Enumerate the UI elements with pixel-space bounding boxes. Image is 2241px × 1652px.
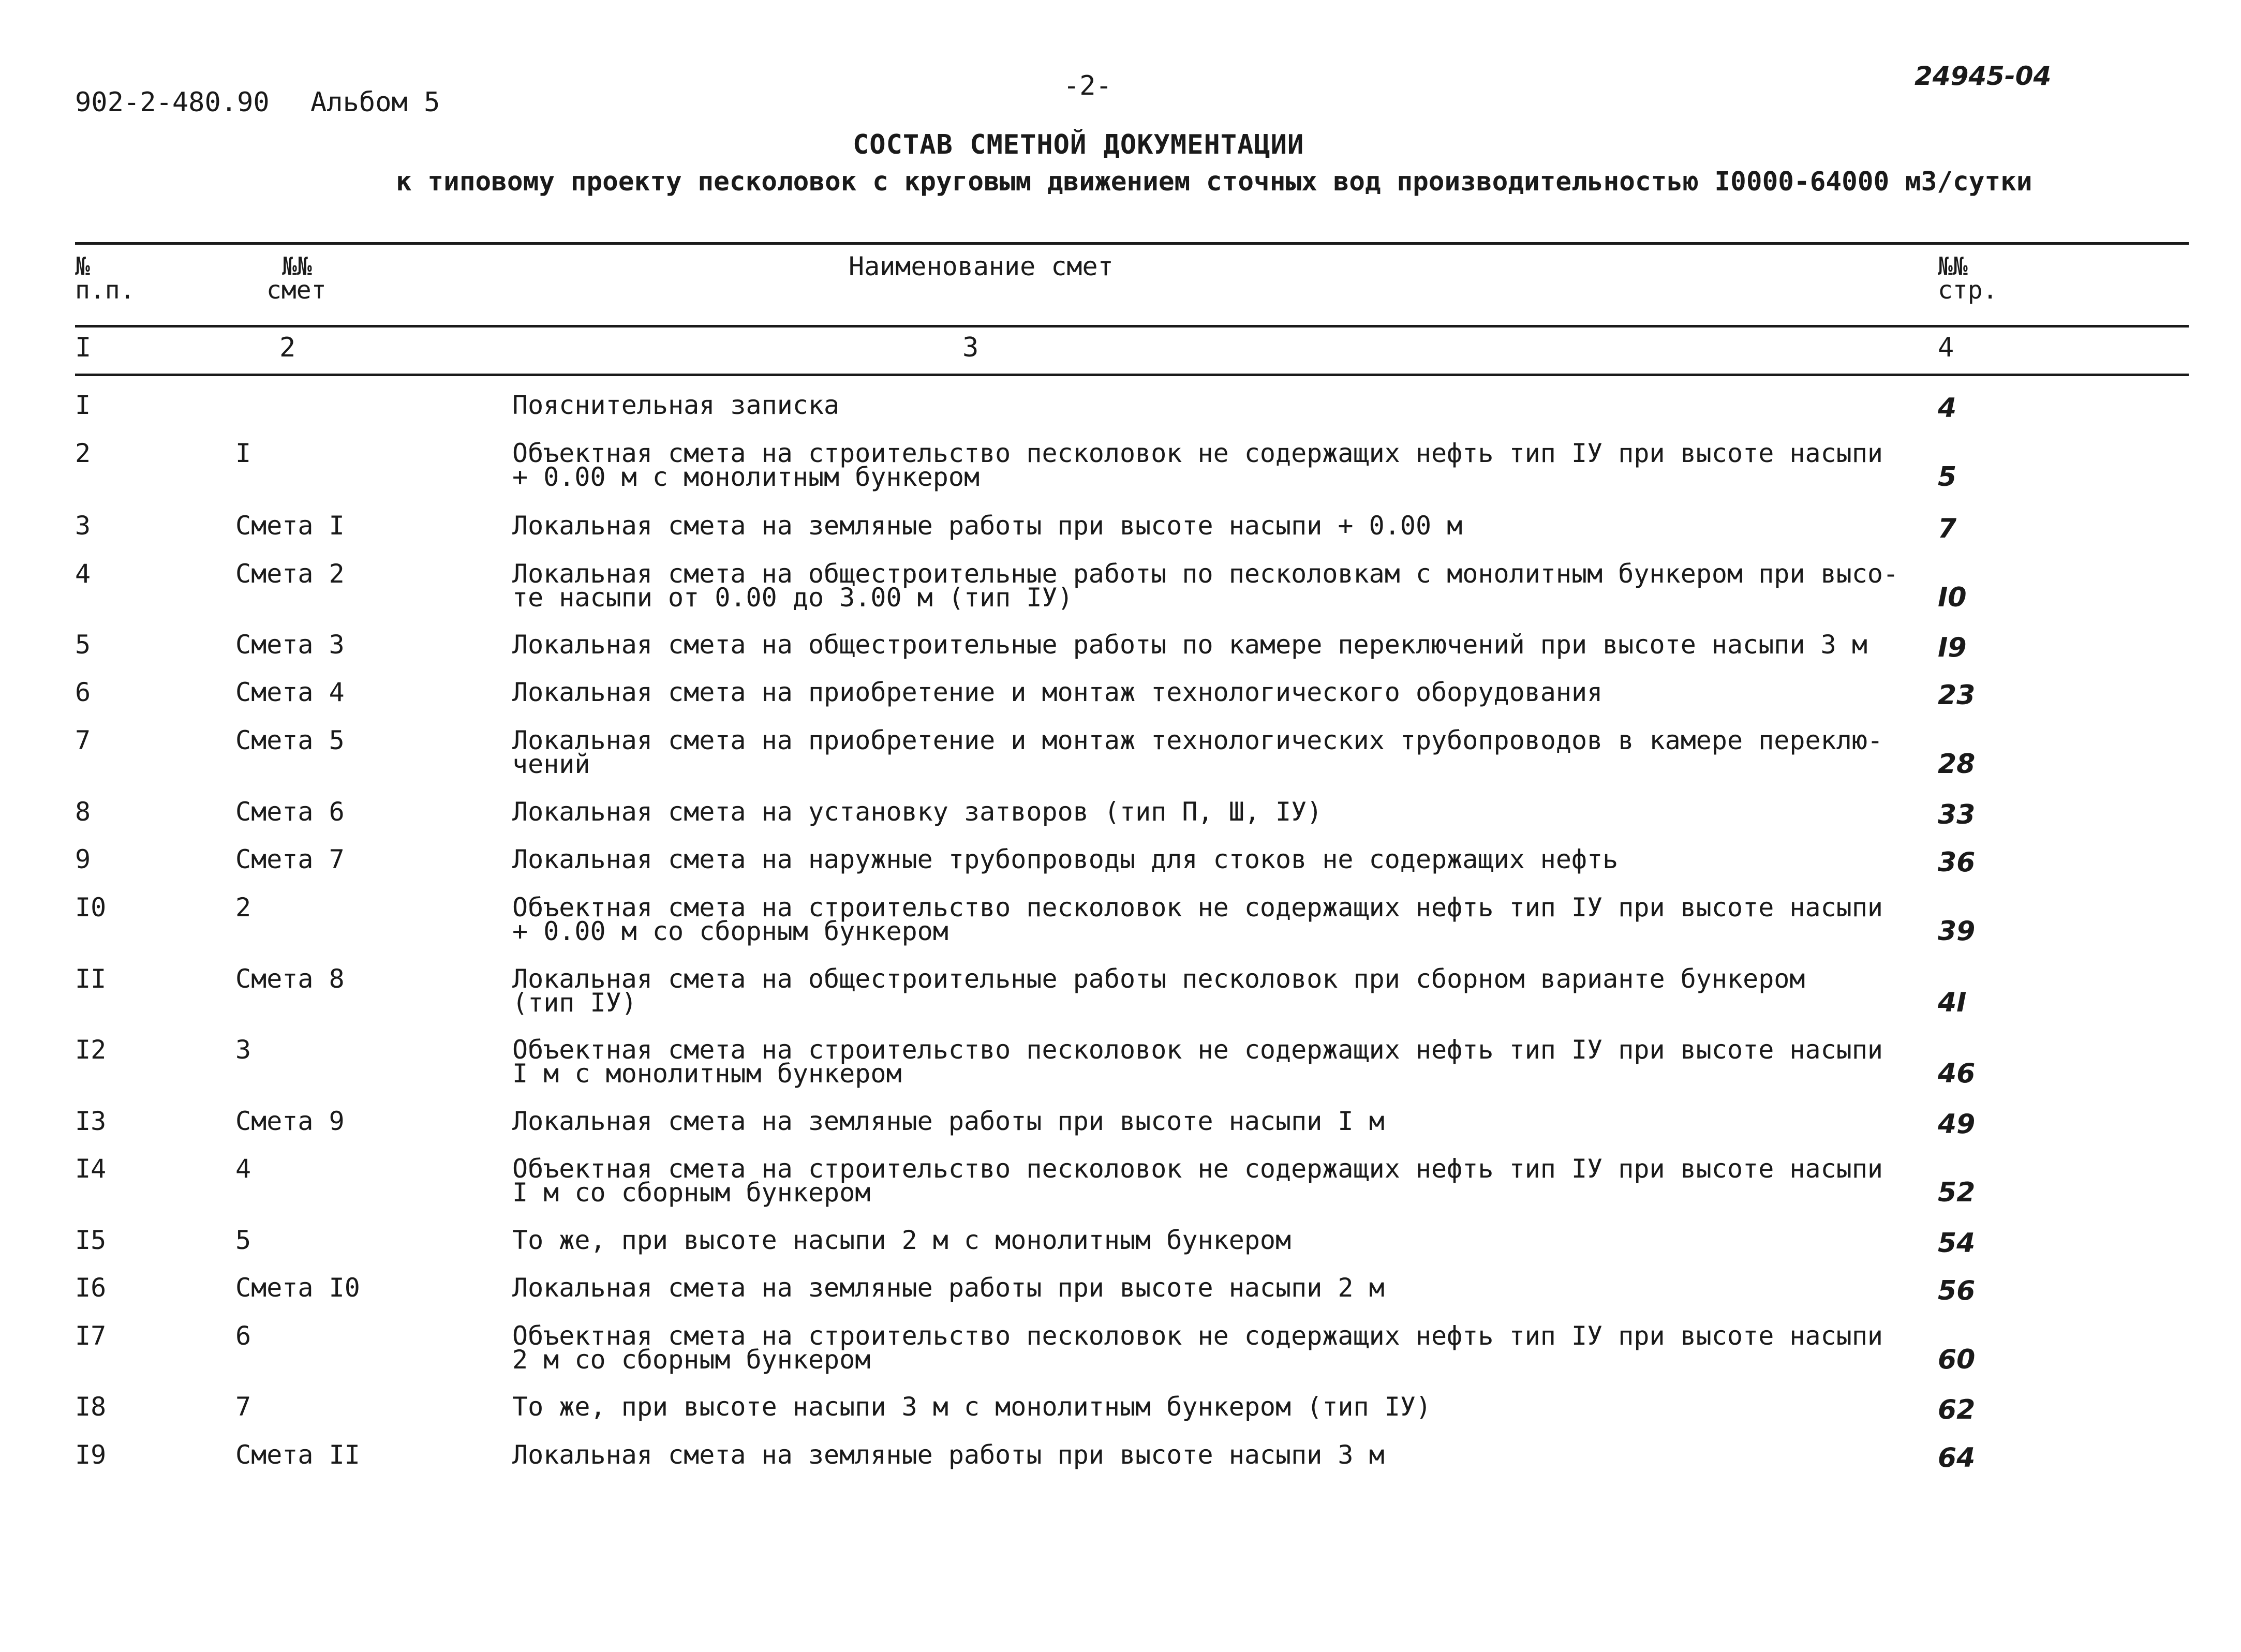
smeta-name <box>512 797 1323 827</box>
smeta-number: 5 <box>235 1225 251 1255</box>
smeta-name <box>512 1440 1385 1470</box>
archive-number: 24945-04 <box>1915 61 2052 91</box>
smeta-name-line: Объектная смета на строительство песколовок не содержащих нефть тип IУ при высоте насыпи <box>512 1154 1883 1184</box>
smeta-name <box>512 725 1883 779</box>
smeta-number: I <box>235 438 251 468</box>
row-number: I3 <box>75 1106 107 1136</box>
page-number: 39 <box>1938 916 1976 947</box>
page-number: 28 <box>1938 749 1976 780</box>
smeta-name-line: I м с монолитным бункером <box>512 1059 902 1089</box>
smeta-number: 7 <box>235 1392 251 1422</box>
smeta-name <box>512 390 840 420</box>
header-num-label: п.п. <box>75 276 135 305</box>
smeta-number: Смета 4 <box>235 677 345 707</box>
smeta-name <box>512 1321 1883 1375</box>
smeta-name <box>512 1035 1883 1089</box>
smeta-name-line: 2 м со сборным бункером <box>512 1345 871 1375</box>
smeta-name-line: Локальная смета на приобретение и монтаж технологического оборудования <box>512 677 1603 707</box>
smeta-name <box>512 1154 1883 1208</box>
smeta-name-line: То же, при высоте насыпи 2 м с монолитным бункером <box>512 1225 1292 1255</box>
smeta-name-line: Объектная смета на строительство песколовок не содержащих нефть тип IУ при высоте насыпи <box>512 438 1883 468</box>
page-number: 23 <box>1938 680 1976 711</box>
smeta-name-line: Локальная смета на наружные трубопроводы для стоков не содержащих нефть <box>512 844 1619 874</box>
smeta-name-line: Локальная смета на общестроительные работы по камере переключений при высоте насыпи 3 м <box>512 630 1867 660</box>
smeta-number: Смета I <box>235 511 345 541</box>
page-mark: -2- <box>1063 70 1112 101</box>
smeta-number: 3 <box>235 1035 251 1065</box>
smeta-name-line: те насыпи от 0.00 до 3.00 м (тип IУ) <box>512 583 1073 613</box>
smeta-name-line: Локальная смета на земляные работы при высоте насыпи 2 м <box>512 1273 1385 1303</box>
page-number: 4I <box>1938 987 1967 1018</box>
col-number-2: 2 <box>279 332 296 363</box>
smeta-name <box>512 964 1805 1018</box>
smeta-name-line: Локальная смета на земляные работы при высоте насыпи I м <box>512 1106 1385 1136</box>
page-number: 5 <box>1938 462 1957 493</box>
smeta-name <box>512 630 1867 660</box>
smeta-name-line: Локальная смета на земляные работы при высоте насыпи + 0.00 м <box>512 511 1463 541</box>
smeta-name-line: Локальная смета на общестроительные работы по песколовкам с монолитным бункером при высо- <box>512 559 1899 589</box>
smeta-number: Смета I0 <box>235 1273 360 1303</box>
doc-code: 902-2-480.90 <box>75 87 270 118</box>
table-top-rule <box>75 242 2189 245</box>
smeta-name-line: Локальная смета на приобретение и монтаж технологических трубопроводов в камере переклю- <box>512 725 1883 755</box>
row-number: I7 <box>75 1321 107 1351</box>
row-number: I0 <box>75 892 107 922</box>
smeta-name <box>512 677 1603 707</box>
smeta-name-line: Пояснительная записка <box>512 390 840 420</box>
row-number: I2 <box>75 1035 107 1065</box>
page-number: 62 <box>1938 1394 1976 1425</box>
header-smeta <box>266 252 326 305</box>
row-number: I9 <box>75 1440 107 1470</box>
header-page <box>1938 252 1998 305</box>
page-number: 7 <box>1938 513 1957 544</box>
smeta-name-line: То же, при высоте насыпи 3 м с монолитным бункером (тип IУ) <box>512 1392 1432 1422</box>
document-subtitle: к типовому проекту песколовок с круговым движением сточных вод производительностью I0000-64000 м3/сутки <box>396 167 2032 197</box>
row-number: I5 <box>75 1225 107 1255</box>
row-number: 9 <box>75 844 91 874</box>
smeta-name-line: Объектная смета на строительство песколовок не содержащих нефть тип IУ при высоте насыпи <box>512 1035 1883 1065</box>
page-number: 4 <box>1938 393 1957 424</box>
smeta-name <box>512 844 1619 874</box>
smeta-number: 4 <box>235 1154 251 1184</box>
smeta-name-line: + 0.00 м с монолитным бункером <box>512 462 980 492</box>
smeta-name-line: Объектная смета на строительство песколовок не содержащих нефть тип IУ при высоте насыпи <box>512 1321 1883 1351</box>
header-page-symbol: №№ <box>1938 252 1968 281</box>
header-smeta-label: смет <box>266 276 326 305</box>
smeta-number: 2 <box>235 892 251 922</box>
header-name: Наименование смет <box>849 251 1114 281</box>
smeta-number: Смета 5 <box>235 725 345 755</box>
row-number: 7 <box>75 725 91 755</box>
row-number: 5 <box>75 630 91 660</box>
row-number: I4 <box>75 1154 107 1184</box>
row-number: 8 <box>75 797 91 827</box>
page-number: 46 <box>1938 1058 1976 1089</box>
row-number: I6 <box>75 1273 107 1303</box>
page-number: 54 <box>1938 1228 1976 1259</box>
smeta-name-line: Локальная смета на установку затворов (тип П, Ш, IУ) <box>512 797 1323 827</box>
page-number: 64 <box>1938 1442 1976 1474</box>
smeta-number: Смета 6 <box>235 797 345 827</box>
row-number: I <box>75 390 91 420</box>
smeta-name <box>512 1273 1385 1303</box>
smeta-name-line: Локальная смета на земляные работы при высоте насыпи 3 м <box>512 1440 1385 1470</box>
smeta-number: Смета 3 <box>235 630 345 660</box>
smeta-number: Смета 2 <box>235 559 345 589</box>
row-number: I8 <box>75 1392 107 1422</box>
smeta-number: Смета 8 <box>235 964 345 994</box>
header-page-label: стр. <box>1938 276 1998 305</box>
smeta-number: Смета II <box>235 1440 360 1470</box>
page-number: 33 <box>1938 799 1976 830</box>
smeta-name-line: чений <box>512 749 590 779</box>
page-number: 52 <box>1938 1177 1976 1208</box>
smeta-name <box>512 559 1899 613</box>
row-number: 4 <box>75 559 91 589</box>
smeta-name-line: I м со сборным бункером <box>512 1178 871 1208</box>
page-number: I9 <box>1938 632 1967 663</box>
smeta-name <box>512 892 1883 946</box>
col-number-4: 4 <box>1938 332 1954 363</box>
smeta-number: 6 <box>235 1321 251 1351</box>
col-number-3: 3 <box>962 332 979 363</box>
page-number: 36 <box>1938 847 1976 878</box>
colnum-bottom-rule <box>75 374 2189 376</box>
smeta-number: Смета 9 <box>235 1106 345 1136</box>
row-number: 2 <box>75 438 91 468</box>
document-title: СОСТАВ СМЕТНОЙ ДОКУМЕНТАЦИИ <box>853 129 1304 160</box>
album-label: Альбом 5 <box>310 87 440 118</box>
smeta-name-line: (тип IУ) <box>512 988 637 1018</box>
row-number: 6 <box>75 677 91 707</box>
page-number: 49 <box>1938 1109 1976 1140</box>
header-smeta-symbol: №№ <box>282 252 312 281</box>
page-number: I0 <box>1938 582 1967 613</box>
row-number: II <box>75 964 107 994</box>
smeta-name-line: Объектная смета на строительство песколовок не содержащих нефть тип IУ при высоте насыпи <box>512 892 1883 922</box>
page-number: 56 <box>1938 1275 1976 1306</box>
smeta-name <box>512 1392 1432 1422</box>
row-number: 3 <box>75 511 91 541</box>
header-num <box>75 252 135 305</box>
smeta-name <box>512 1106 1385 1136</box>
smeta-name <box>512 438 1883 492</box>
smeta-name <box>512 511 1463 541</box>
smeta-number: Смета 7 <box>235 844 345 874</box>
header-bottom-rule <box>75 325 2189 328</box>
col-number-1: I <box>75 332 92 363</box>
smeta-name-line: Локальная смета на общестроительные работы песколовок при сборном варианте бункером <box>512 964 1805 994</box>
smeta-name-line: + 0.00 м со сборным бункером <box>512 916 948 946</box>
page-number: 60 <box>1938 1344 1976 1375</box>
header-num-symbol: № <box>75 252 90 281</box>
smeta-name <box>512 1225 1292 1255</box>
